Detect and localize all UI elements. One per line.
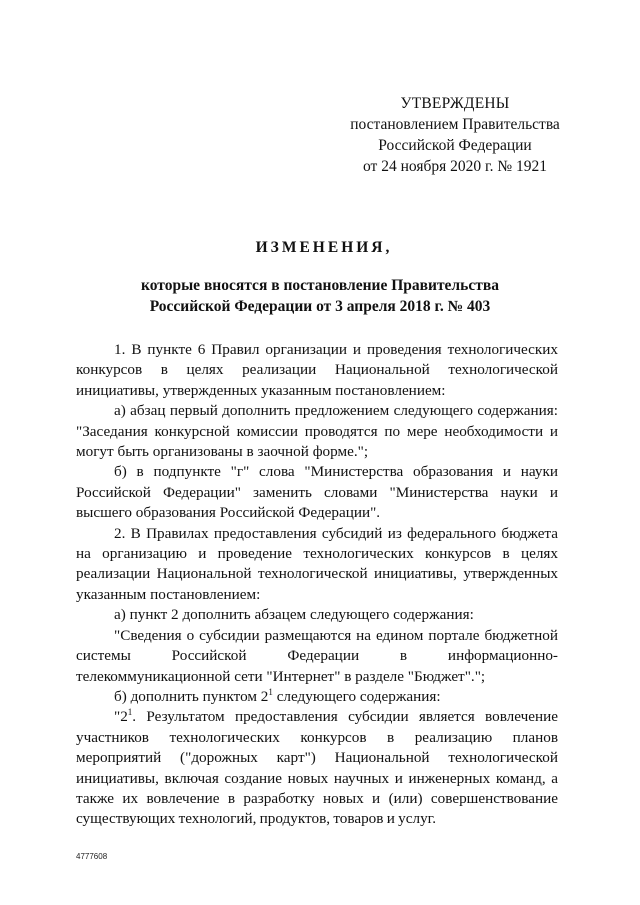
paragraph-1b: б) в подпункте "г" слова "Министерства образования и науки Российской Федерации" заменить словами "Министерства науки и высшего образования Российской Федерации".: [76, 463, 558, 522]
title-block: [0, 238, 640, 317]
document-body: [76, 340, 558, 830]
paragraph-2b-quote-text: . Результатом предоставления субсидии является вовлечение участников технологических конкурсов в реализацию планов мероприятий ("дорожных карт") Национальной технологической инициативы, включая создание новых научных и инженерных команд, а также их вовлечение в разработку новых и (или) совершенствование существующих технологий, продуктов, товаров и услуг.: [76, 708, 558, 828]
approval-heading: УТВЕРЖДЕНЫ: [400, 95, 510, 112]
document-subtitle-line-2: Российской Федерации от 3 апреля 2018 г. № 403: [149, 298, 491, 315]
paragraph-1a: а) абзац первый дополнить предложением следующего содержания: "Заседания конкурсной комиссии проводятся по мере необходимости и могут быть организованы в заочной форме.";: [76, 402, 558, 461]
paragraph-2: 2. В Правилах предоставления субсидий из федерального бюджета на организацию и проведение технологических конкурсов в целях реализации Национальной технологической инициативы, утвержденных указанным постановлением:: [76, 524, 558, 603]
approval-line-1: постановлением Правительства: [350, 116, 560, 133]
paragraph-2b-quote: [76, 707, 558, 829]
approval-line-2: Российской Федерации: [378, 137, 532, 154]
superscript-1: 1: [268, 686, 273, 697]
document-title: ИЗМЕНЕНИЯ,: [255, 239, 393, 256]
paragraph-2b-quote-start: "2: [114, 708, 128, 726]
superscript-1: 1: [127, 707, 133, 718]
paragraph-2b: [76, 687, 558, 707]
paragraph-2b-text: б) дополнить пунктом 2: [114, 687, 269, 705]
paragraph-2a: а) пункт 2 дополнить абзацем следующего содержания:: [114, 606, 474, 624]
footer-code: 4777608: [76, 852, 108, 861]
paragraph-1: 1. В пункте 6 Правил организации и проведения технологических конкурсов в целях реализации Национальной технологической инициативы, утвержденных указанным постановлением:: [76, 341, 558, 399]
approval-line-3: от 24 ноября 2020 г. № 1921: [363, 158, 547, 175]
document-subtitle-line-1: которые вносятся в постановление Правительства: [141, 277, 499, 294]
approval-stamp: [340, 93, 570, 177]
paragraph-2a-quote: "Сведения о субсидии размещаются на едином портале бюджетной системы Российской Федерации в информационно-телекоммуникационной сети "Интернет" в разделе "Бюджет".";: [76, 626, 558, 685]
paragraph-2b-tail: следующего содержания:: [272, 687, 441, 705]
